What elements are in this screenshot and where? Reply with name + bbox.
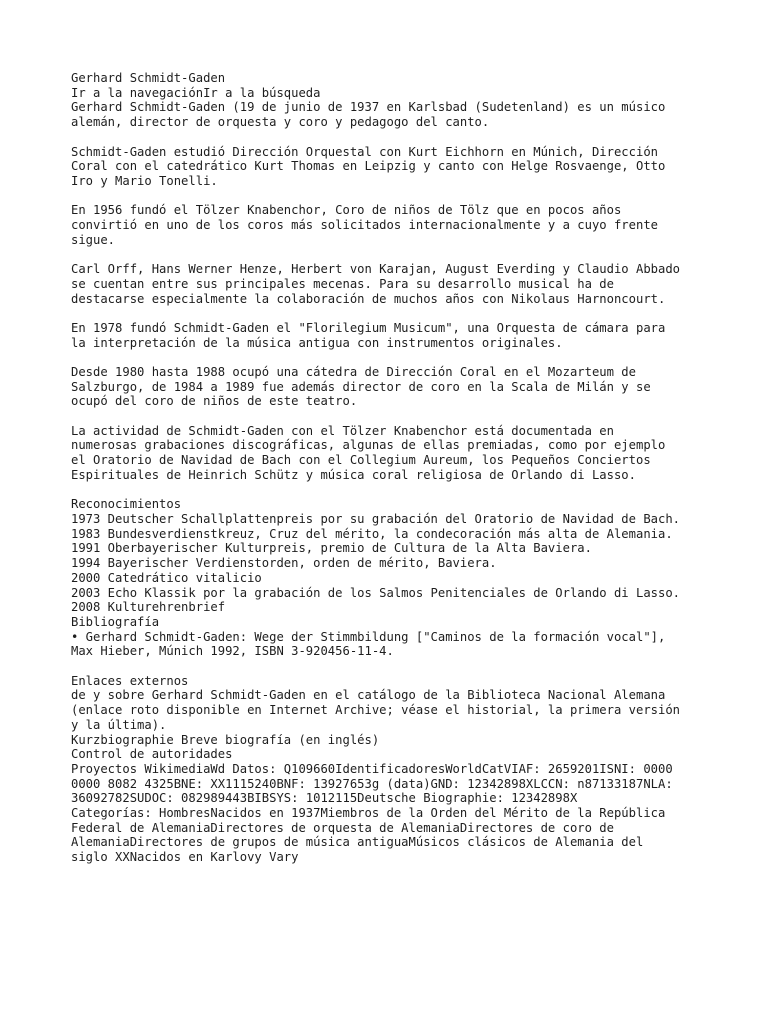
text-line: En 1978 fundó Schmidt-Gaden el "Florilegium Musicum", una Orquesta de cámara para <box>71 320 666 335</box>
archive-note: y la última). <box>71 717 167 732</box>
paragraph-florilegium <box>71 321 711 350</box>
authority-identifiers: Proyectos WikimediaWd Datos: Q109660IdentificadoresWorldCatVIAF: 2659201ISNI: 0000 <box>71 761 673 776</box>
bibliography-entry: • Gerhard Schmidt-Gaden: Wege der Stimmbildung ["Caminos de la formación vocal"], <box>71 629 666 644</box>
authority-control-heading: Control de autoridades <box>71 747 233 762</box>
text-line: La actividad de Schmidt-Gaden con el Tölzer Knabenchor está documentada en <box>71 423 614 438</box>
categories-line: AlemaniaDirectores de grupos de música antiguaMúsicos clásicos de Alemania del <box>71 835 644 850</box>
text-line: se cuentan entre sus principales mecenas. Para su desarrollo musical ha de <box>71 276 614 291</box>
authority-identifiers: 36092782SUDOC: 082989443BIBSYS: 1012115Deutsche Biographie: 12342898X <box>71 791 578 806</box>
text-line: Desde 1980 hasta 1988 ocupó una cátedra de Dirección Coral en el Mozarteum de <box>71 364 636 379</box>
text-line: ocupó del coro de niños de este teatro. <box>71 394 358 409</box>
header-block <box>71 71 711 100</box>
section-heading-bibliography: Bibliografía <box>71 614 160 629</box>
text-line: En 1956 fundó el Tölzer Knabenchor, Coro de niños de Tölz que en pocos años <box>71 203 622 218</box>
text-line: Espirituales de Heinrich Schütz y música coral religiosa de Orlando di Lasso. <box>71 467 636 482</box>
navigation-links[interactable]: Ir a la navegaciónIr a la búsqueda <box>71 85 321 100</box>
authority-identifiers: 0000 8082 4325BNE: XX1115240BNF: 13927653g (data)GND: 12342898XLCCN: n87133187NLA: <box>71 776 673 791</box>
text-line: Iro y Mario Tonelli. <box>71 173 218 188</box>
text-line: la interpretación de la música antigua con instrumentos originales. <box>71 335 563 350</box>
intro-paragraph <box>71 100 711 129</box>
archive-note: (enlace roto disponible en Internet Archive; véase el historial, la primera versión <box>71 703 681 718</box>
biography-link[interactable]: Kurzbiographie Breve biografía (en inglés) <box>71 732 380 747</box>
paragraph-choir-founding <box>71 203 711 247</box>
text-line: Salzburgo, de 1984 a 1989 fue además director de coro en la Scala de Milán y se <box>71 379 651 394</box>
text-line: sigue. <box>71 232 116 247</box>
categories-line: siglo XXNacidos en Karlovy Vary <box>71 850 299 865</box>
award-item: 2003 Echo Klassik por la grabación de los Salmos Penitenciales de Orlando di Lasso. <box>71 585 681 600</box>
text-line: Schmidt-Gaden estudió Dirección Orquestal con Kurt Eichhorn en Múnich, Dirección <box>71 144 658 159</box>
text-line: Carl Orff, Hans Werner Henze, Herbert von Karajan, August Everding y Claudio Abbado <box>71 262 681 277</box>
section-heading-external-links: Enlaces externos <box>71 673 189 688</box>
award-item: 1973 Deutscher Schallplattenpreis por su grabación del Oratorio de Navidad de Bach. <box>71 511 681 526</box>
categories-line: Categorías: HombresNacidos en 1937Miembros de la Orden del Mérito de la República <box>71 806 666 821</box>
section-heading-awards: Reconocimientos <box>71 497 182 512</box>
dnb-catalog-link[interactable]: de y sobre Gerhard Schmidt-Gaden en el catálogo de la Biblioteca Nacional Alemana <box>71 688 666 703</box>
text-line: convirtió en uno de los coros más solicitados internacionalmente y a cuyo frente <box>71 218 658 232</box>
text-line: destacarse especialmente la colaboración de muchos años con Nikolaus Harnoncourt. <box>71 291 666 306</box>
text-line: alemán, director de orquesta y coro y pedagogo del canto. <box>71 115 490 130</box>
paragraph-patrons <box>71 262 711 306</box>
award-item: 2008 Kulturehrenbrief <box>71 600 226 615</box>
bibliography-entry: Max Hieber, Múnich 1992, ISBN 3-920456-11-4. <box>71 644 394 659</box>
paragraph-mozarteum <box>71 365 711 409</box>
text-line: Coral con el catedrático Kurt Thomas en Leipzig y canto con Helge Rosvaenge, Otto <box>71 159 666 174</box>
bibliography-section <box>71 615 711 659</box>
document-body <box>71 71 711 865</box>
award-item: 2000 Catedrático vitalicio <box>71 570 262 585</box>
award-item: 1991 Oberbayerischer Kulturpreis, premio de Cultura de la Alta Baviera. <box>71 541 592 556</box>
paragraph-recordings <box>71 424 711 483</box>
text-line: Gerhard Schmidt-Gaden (19 de junio de 1937 en Karlsbad (Sudetenland) es un músico <box>71 100 666 115</box>
page-title: Gerhard Schmidt-Gaden <box>71 71 226 85</box>
text-line: el Oratorio de Navidad de Bach con el Collegium Aureum, los Pequeños Conciertos <box>71 453 651 468</box>
award-item: 1983 Bundesverdienstkreuz, Cruz del mérito, la condecoración más alta de Alemania. <box>71 526 673 541</box>
external-links-section <box>71 674 711 865</box>
award-item: 1994 Bayerischer Verdienstorden, orden de mérito, Baviera. <box>71 556 497 571</box>
text-line: numerosas grabaciones discográficas, algunas de ellas premiadas, como por ejemplo <box>71 438 666 453</box>
paragraph-education <box>71 145 711 189</box>
categories-line: Federal de AlemaniaDirectores de orquesta de AlemaniaDirectores de coro de <box>71 820 614 835</box>
awards-section <box>71 497 711 615</box>
